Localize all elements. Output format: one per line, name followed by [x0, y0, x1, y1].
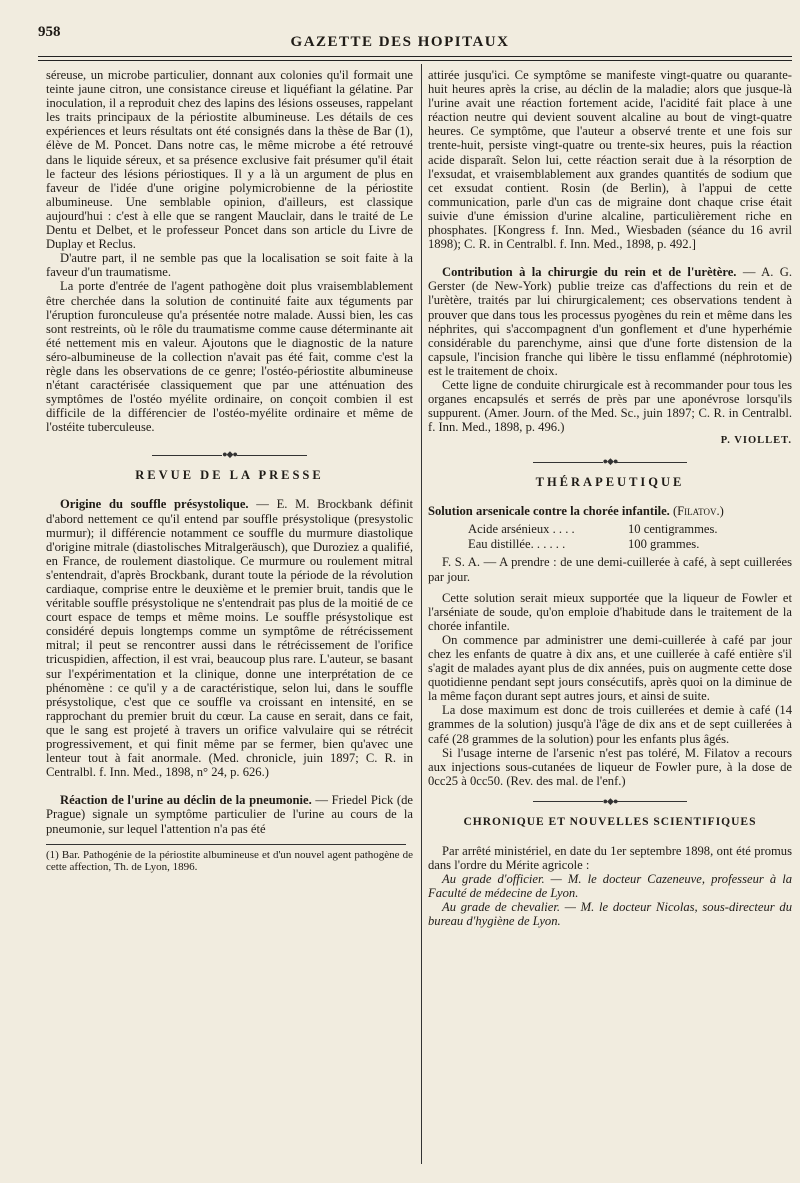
article-paragraph — [46, 793, 413, 835]
article-title: Contribution à la chirurgie du rein et de l'urètère. — [442, 265, 737, 280]
paragraph: séreuse, un microbe particulier, donnant aux colonies qu'il formait une teinte jaune citron, une consistance cireuse et liquéfiant la gélatine. Par inoculation, il a reproduit chez des lapins des lésions osseuses, rappelant les traits principaux de la périostite albumineuse. Les détails de ces expériences et leurs résultats ont été consignés dans la thèse de Bar (1), élève de M. Poncet. Dans notre cas, le même microbe a été retrouvé dans le liquide séreux, et sa présence exclusive fait présumer qu'il était le facteur des lésions périostiques. Il y a là un argument de plus en faveur de l'idée d'une origine polymicrobienne de la périostite albumineuse. Une semblable opinion, d'ailleurs, est classique aujourd'hui : c'est à elle que se rangent Mauclair, dans le traité de Le Dentu et Delbet, et le professeur Poncet dans son article du Livre de Duplay et Reclus. — [46, 68, 413, 252]
paragraph: D'autre part, il ne semble pas que la localisation se soit faite à la faveur d'un traumatisme. — [46, 251, 413, 280]
page-number: 958 — [38, 24, 61, 40]
paragraph: La porte d'entrée de l'agent pathogène doit plus vraisemblablement être cherchée dans la solution de continuité faite aux téguments par l'éruption furonculeuse qu'a présentée notre malade. Aussi bien, les cas sont restreints, où le rôle du traumatisme comme cause déterminante ait été nettement mis en valeur. Ajoutons que le diagnostic de la nature séro-albumineuse de la collection n'avait pas été fait, comme c'est la règle dans les observations de ce genre; l'ostéo-périostite albumineuse n'étant caractérisée classiquement que par une atténuation des symptômes de l'ostéo myélite ordinaire, on conçoit combien il est difficile de la différencier de l'ostéo-myélite ordinaire et même de l'ostéite tuberculeuse. — [46, 279, 413, 435]
article-title: Réaction de l'urine au déclin de la pneumonie. — [60, 793, 312, 808]
article-author: (Filatov.) — [669, 504, 724, 519]
section-divider: ●◆● — [46, 448, 413, 460]
column-separator — [421, 64, 422, 1164]
paragraph: Cette solution serait mieux supportée que la liqueur de Fowler et l'arséniate de soude, qu'on emploie d'habitude dans le traitement de la chorée infantile. — [428, 590, 792, 633]
paragraph: Au grade d'officier. — M. le docteur Cazeneuve, professeur à la Faculté de médecine de Lyon. — [428, 872, 792, 901]
ingredient-label: Eau distillée. . . . . . — [468, 536, 566, 551]
article-body: — A. G. Gerster (de New-York) publie treize cas d'affections du rein et de l'urètère, traités par lui chirurgicalement; ces observations tendent à prouver que dans tous les processus pyogènes du rein et même dans les néphrites, qui s'accompagnent d'un gonflement et d'une hyperhémie considérable du parenchyme, ainsi que d'une forte distension de la capsule, l'incision franche qui libère le tissu enflammé (néphrotomie) est le traitement de choix. — [428, 265, 792, 378]
footnote: (1) Bar. Pathogénie de la périostite albumineuse et d'un nouvel agent pathogène de cette affection, Th. de Lyon, 1896. — [46, 848, 413, 874]
right-column — [428, 68, 792, 929]
prescription-formula — [468, 522, 792, 551]
paragraph: Si l'usage interne de l'arsenic n'est pas toléré, M. Filatov a recours aux injections sous-cutanées de liqueur de Fowler pure, à la dose de 0cc25 à 0cc50. (Rev. des mal. de l'enf.) — [428, 745, 792, 788]
header-rule — [38, 56, 792, 57]
section-heading: CHRONIQUE ET NOUVELLES SCIENTIFIQUES — [463, 815, 757, 828]
masthead-title: GAZETTE DES HOPITAUX — [290, 34, 510, 50]
article-heading-line — [428, 504, 792, 518]
section-heading: THÉRAPEUTIQUE — [535, 475, 685, 490]
article-body: — E. M. Brockbank définit d'abord nettement ce qu'il entend par souffle présystolique (presystolic murmur); il différencie notamment ce souffle du murmure diastolique d'origine mitrale (diastolisches Mitralgeräusch), que Duroziez a qualifié, en France, de roulement diastolique. Ce murmure ou roulement mitral s'entendrait, d'après Brockbank, durant toute la période de la révolution cardiaque, comprise entre le deuxième et le premier bruit, tandis que le véritable souffle présystolique ne s'entendrait pas plus de la moitié de ce court espace de temps et même moins. Le souffle présystolique est considéré depuis longtemps comme un symptôme de rétrécissement mitral; il peut se rencontrer aussi dans le rétrécissement de l'orifice tricuspidien, affection, il est vrai, beaucoup plus rare. L'auteur, se basant sur l'expérimentation et la clinique, donne une interprétation de ce phénomène : ce qu'il y a de caractéristique, selon lui, dans le souffle présystolique, c'est que ce souffle va croissant en intensité, en se rapprochant du premier bruit du cœur. La cause en serait, dans ce fait, que le sang est projeté à travers un orifice valvulaire qui se rétrécit progressivement, et qui finit même par se fermer, bien qu'avec une lenteur tout à fait anormale. (Med. chronicle, juin 1897; C. R. in Centralbl. f. Inn. Med., 1898, n° 24, p. 626.) — [46, 497, 413, 780]
section-divider: ●◆● — [428, 795, 792, 807]
article-body: — Friedel Pick (de Prague) signale un symptôme particulier de l'urine au cours de la pneumonie, sur lequel l'attention n'a pas été — [46, 793, 413, 836]
article-paragraph — [428, 265, 792, 378]
article-title: Origine du souffle présystolique. — [60, 497, 249, 512]
header-rule-thin — [38, 60, 792, 61]
paragraph: On commence par administrer une demi-cuillerée à café par jour chez les enfants de quatre à dix ans, et une cuillerée à café entière s'il s'agit de malades ayant plus de dix années, puis on augmente cette dose quotidienne pendant sept jours consécutifs, après quoi on la diminue de la même façon durant sept autres jours, et ainsi de suite. — [428, 632, 792, 704]
paragraph: La dose maximum est donc de trois cuillerées et demie à café (14 grammes de la solution) jusqu'à l'âge de dix ans et de sept cuillerées à café (28 grammes de la solution) pour les enfants plus âgés. — [428, 703, 792, 746]
paragraph: F. S. A. — A prendre : de une demi-cuillerée à café, à sept cuillerées par jour. — [428, 555, 792, 584]
formula-row — [468, 522, 792, 537]
section-heading: REVUE DE LA PRESSE — [135, 468, 324, 483]
paragraph: Par arrêté ministériel, en date du 1er septembre 1898, ont été promus dans l'ordre du Mérite agricole : — [428, 843, 792, 873]
left-column — [46, 68, 413, 874]
author-signature: P. VIOLLET. — [720, 435, 792, 447]
paragraph: attirée jusqu'ici. Ce symptôme se manifeste vingt-quatre ou quarante-huit heures après la crise, au déclin de la maladie; alors que jusque-là l'urine avait une réaction fortement acide, l'acidité fait place à une réaction neutre qui devient souvent alcaline au bout de vingt-quatre heures. Ce symptôme, que l'auteur a observé trente et une fois sur trente-huit, persiste vingt-quatre ou trente-six heures, puis la réaction acide disparaît. Selon lui, cette réaction serait due à la résorption de l'exsudat, et vraisemblablement aux grandes quantités de sodium que cet exsudat contient. Rosin (de Berlin), à l'appui de cette communication, parle d'un cas de migraine dont chaque crise était suivie d'une émission d'urine alcaline, particulièrement riche en phosphates. [Kongress f. Inn. Med., Wiesbaden (séance du 16 avril 1898); C. R. in Centralbl. f. Inn. Med., 1898, p. 492.] — [428, 68, 792, 252]
ingredient-label: Acide arsénieux . . . . — [468, 522, 575, 537]
footnote-rule — [46, 844, 406, 845]
formula-row — [468, 537, 792, 552]
section-divider: ●◆● — [428, 455, 792, 467]
article-paragraph — [46, 497, 413, 779]
article-title: Solution arsenicale contre la chorée infantile. — [428, 504, 670, 519]
paragraph: Au grade de chevalier. — M. le docteur Nicolas, sous-directeur du bureau d'hygiène de Lyon. — [428, 900, 792, 929]
paragraph: Cette ligne de conduite chirurgicale est à recommander pour tous les organes encapsulés et serrés de près par une aponévrose lorsqu'ils suppurent. (Amer. Journ. of the Med. Sc., juin 1897; C. R. in Centralbl. f. Inn. Med., 1898, p. 496.) — [428, 377, 792, 435]
ingredient-amount: 100 grammes. — [628, 536, 700, 551]
ingredient-amount: 10 centigrammes. — [628, 522, 718, 537]
